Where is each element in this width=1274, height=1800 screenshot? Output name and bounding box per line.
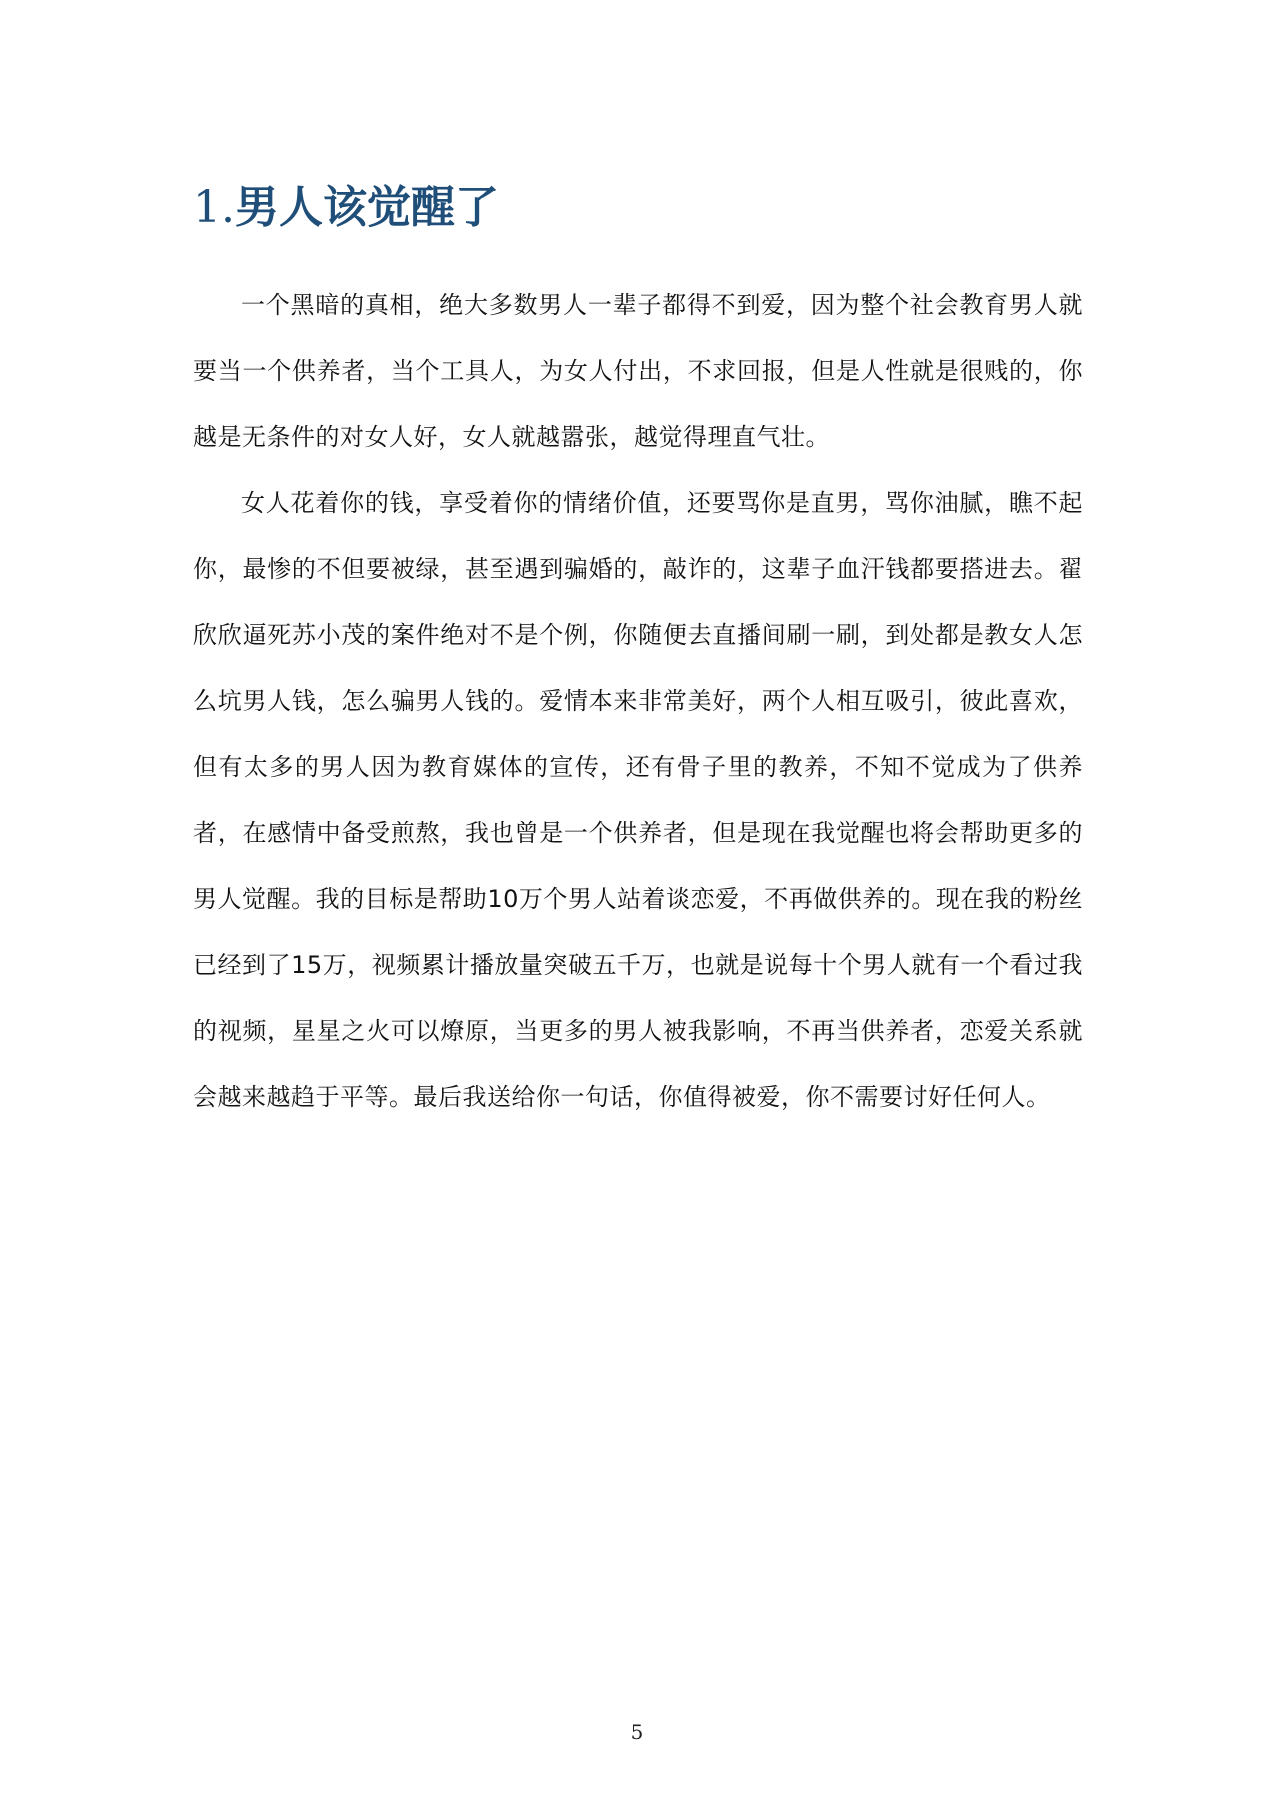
section-heading [193, 178, 499, 238]
section-title: 男人该觉醒了 [234, 182, 499, 233]
page-number: 5 [630, 1720, 644, 1744]
body-text [193, 272, 1083, 1130]
section-number: 1. [193, 182, 235, 233]
paragraph: 一个黑暗的真相，绝大多数男人一辈子都得不到爱，因为整个社会教育男人就要当一个供养者，当个工具人，为女人付出，不求回报，但是人性就是很贱的，你越是无条件的对女人好，女人就越嚣张，越觉得理直气壮。 [193, 291, 1083, 451]
paragraph: 女人花着你的钱，享受着你的情绪价值，还要骂你是直男，骂你油腻，瞧不起你，最惨的不但要被绿，甚至遇到骗婚的，敲诈的，这辈子血汗钱都要搭进去。翟欣欣逼死苏小茂的案件绝对不是个例，你随便去直播间刷一刷，到处都是教女人怎么坑男人钱，怎么骗男人钱的。爱情本来非常美好，两个人相互吸引，彼此喜欢，但有太多的男人因为教育媒体的宣传，还有骨子里的教养，不知不觉成为了供养者，在感情中备受煎熬，我也曾是一个供养者，但是现在我觉醒也将会帮助更多的男人觉醒。我的目标是帮助10万个男人站着谈恋爱，不再做供养的。现在我的粉丝已经到了15万，视频累计播放量突破五千万，也就是说每十个男人就有一个看过我的视频，星星之火可以燎原，当更多的男人被我影响，不再当供养者，恋爱关系就会越来越趋于平等。最后我送给你一句话，你值得被爱，你不需要讨好任何人。 [193, 489, 1083, 1111]
